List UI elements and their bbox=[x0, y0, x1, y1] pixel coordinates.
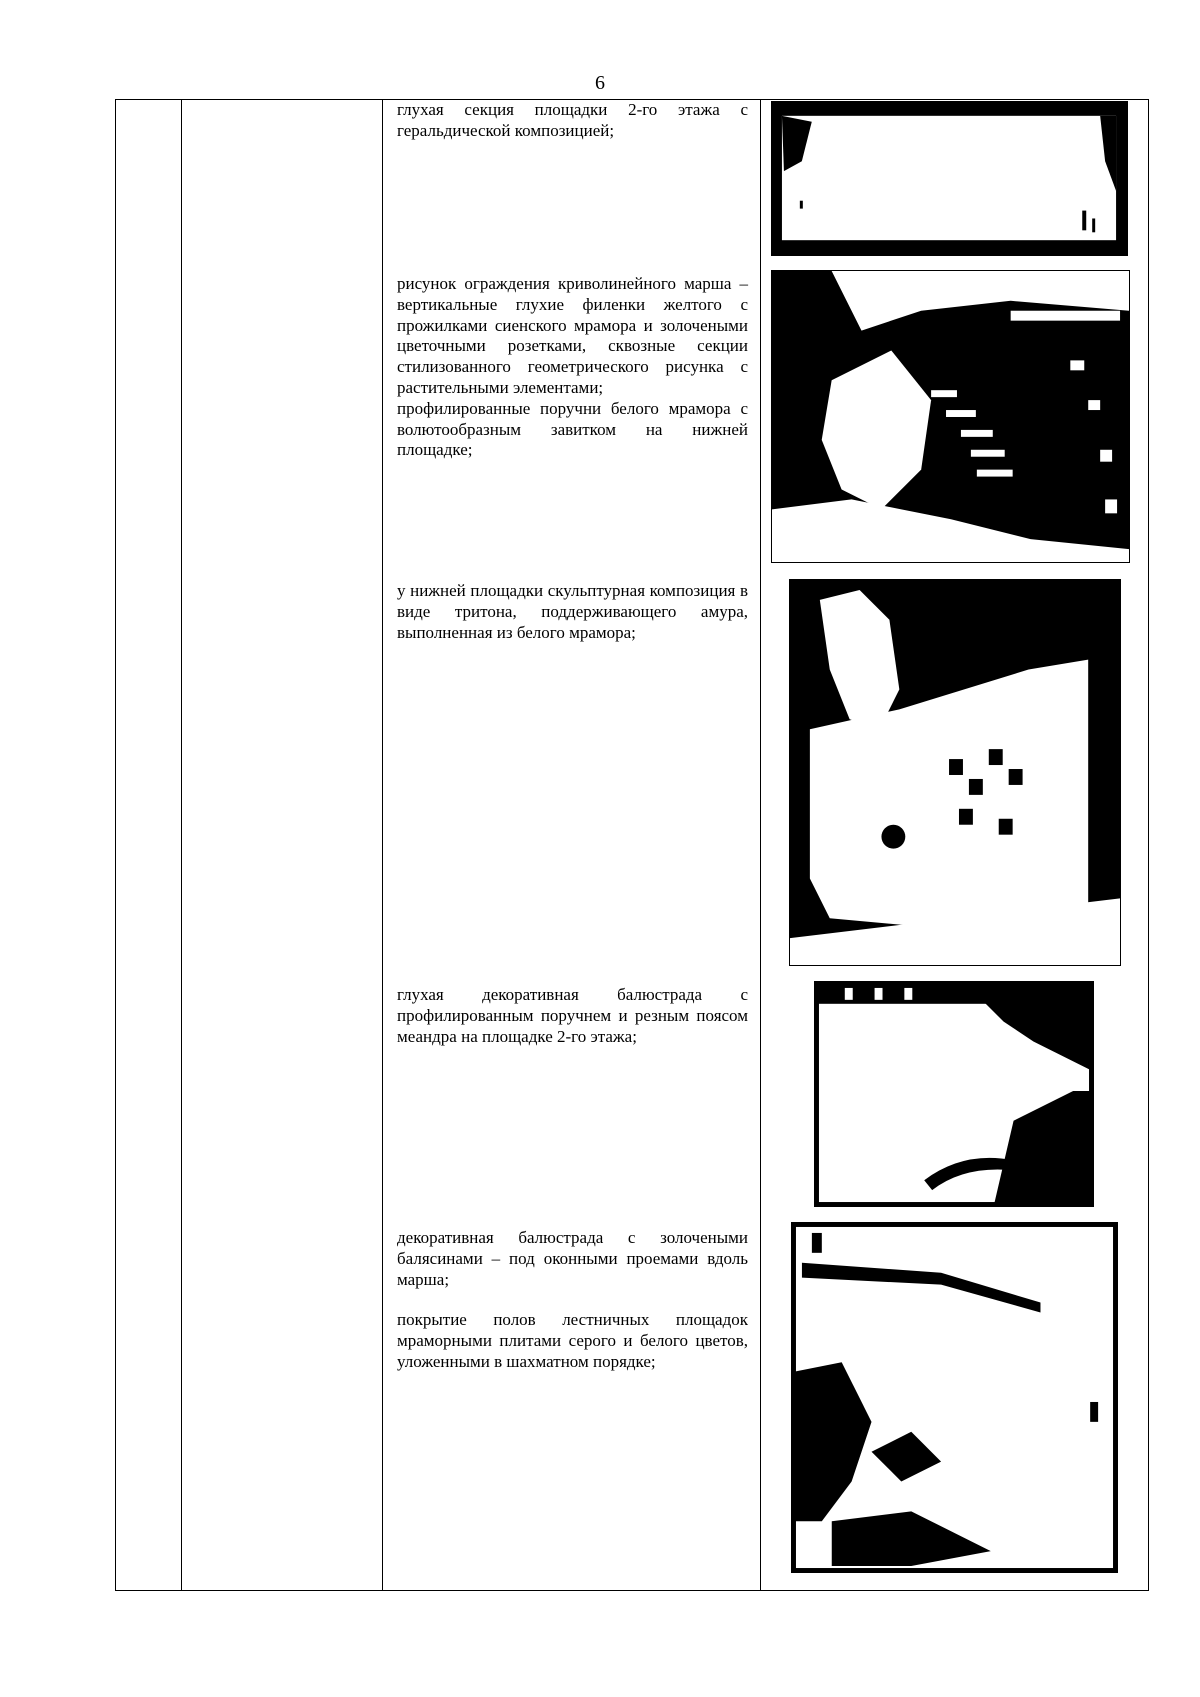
table-row-text bbox=[397, 1228, 748, 1373]
element-description: покрытие полов лестничных площадок мраморными плитами серого и белого цветов, уложенными в шахматном порядке; bbox=[397, 1310, 748, 1371]
photo-window-balustrade bbox=[791, 1222, 1118, 1573]
table-row-text bbox=[397, 274, 748, 461]
element-description: глухая секция площадки 2-го этажа с геральдической композицией; bbox=[397, 100, 748, 140]
page-number: 6 bbox=[595, 72, 605, 94]
table-row-text bbox=[397, 581, 748, 643]
element-description: у нижней площадки скульптурная композиция в виде тритона, поддерживающего амура, выполненная из белого мрамора; bbox=[397, 581, 748, 642]
table-row-text bbox=[397, 985, 748, 1047]
element-description: профилированные поручни белого мрамора с волютообразным завитком на нижней площадке; bbox=[397, 398, 748, 460]
column-divider-3 bbox=[760, 100, 761, 1590]
element-description: рисунок ограждения криволинейного марша – вертикальные глухие филенки желтого с прожилками сиенского мрамора и золочеными цветочными розетками, сквозные секции стилизованного геометрического рисунка с растительными элементами; bbox=[397, 274, 748, 397]
element-description: глухая декоративная балюстрада с профилированным поручнем и резным поясом меандра на площадке 2-го этажа; bbox=[397, 985, 748, 1046]
column-divider-2 bbox=[382, 100, 383, 1590]
column-divider-1 bbox=[181, 100, 182, 1590]
photo-curved-staircase bbox=[771, 270, 1130, 563]
photo-balustrade-meander bbox=[814, 981, 1094, 1207]
photo-wall-panel-landing bbox=[771, 101, 1128, 256]
table-row-text bbox=[397, 100, 748, 142]
photo-triton-sculpture bbox=[789, 579, 1121, 966]
element-description: декоративная балюстрада с золочеными балясинами – под оконными проемами вдоль марша; bbox=[397, 1228, 748, 1289]
